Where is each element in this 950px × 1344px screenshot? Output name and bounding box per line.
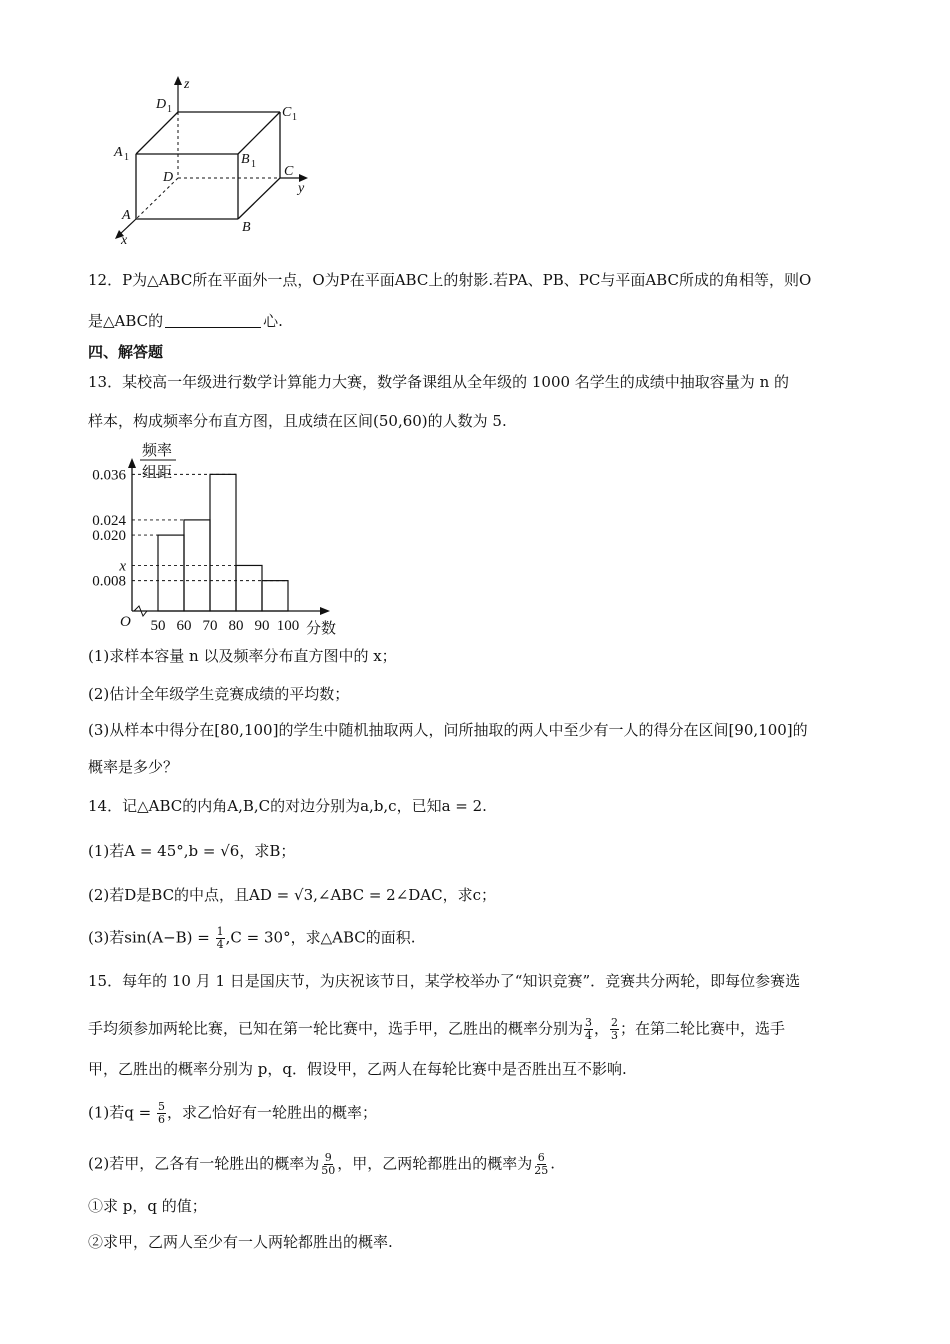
q15-line2-post: ；在第二轮比赛中，选手: [620, 1019, 786, 1038]
q13-part1: (1)求样本容量 n 以及频率分布直方图中的 x；: [88, 647, 397, 665]
label-B: B: [242, 220, 251, 235]
x-tick-label: 80: [228, 618, 244, 634]
histogram-bar: [158, 535, 184, 611]
z-arrow: [174, 76, 182, 85]
q15-line3: 甲，乙胜出的概率分别为 p，q．假设甲，乙两人在每轮比赛中是否胜出互不影响.: [88, 1060, 627, 1078]
y-tick-label: 0.036: [92, 467, 126, 484]
q14-intro: 14．记△ABC的内角A,B,C的对边分别为a,b,c，已知a = 2.: [88, 797, 487, 815]
q15-part2-mid: ，甲，乙两轮都胜出的概率为: [337, 1154, 533, 1173]
label-y: y: [298, 181, 305, 196]
x-tick-label: 60: [176, 618, 192, 634]
fraction-numerator: 1: [216, 925, 224, 938]
fraction-denominator: 4: [216, 938, 224, 951]
fraction-numerator: 9: [324, 1151, 332, 1164]
fraction-numerator: 2: [611, 1016, 619, 1029]
q15-part1-pre: (1)若q =: [88, 1103, 152, 1122]
fraction-denominator: 4: [585, 1029, 593, 1042]
label-B1-sub: 1: [251, 159, 256, 170]
label-A1: A: [114, 145, 123, 160]
fraction-numerator: 5: [157, 1100, 165, 1113]
fraction-five-sixths: [157, 1101, 166, 1126]
fraction-denominator: 3: [611, 1029, 619, 1042]
q14-part3-pre: (3)若sin(A−B) =: [88, 928, 210, 947]
fraction-denominator: 6: [157, 1113, 165, 1126]
q15-part1-post: ，求乙恰好有一轮胜出的概率；: [166, 1103, 377, 1122]
fraction-one-quarter: [216, 926, 225, 951]
label-C1: C: [282, 105, 292, 120]
label-A: A: [122, 208, 131, 223]
label-D1-sub: 1: [167, 104, 172, 115]
label-D1: D: [156, 97, 167, 112]
fraction-numerator: 3: [585, 1016, 593, 1029]
fraction-three-quarters: [584, 1017, 593, 1042]
cube-figure: [108, 74, 318, 254]
fraction-nine-fiftieths: [320, 1152, 336, 1177]
q15-line2-mid: ，: [594, 1019, 610, 1038]
q12-line1: 12．P为△ABC所在平面外一点，O为P在平面ABC上的射影.若PA、PB、PC与平面ABC所成的角相等，则O: [88, 271, 812, 289]
histogram-bar: [236, 565, 262, 611]
q13-line1: 13．某校高一年级进行数学计算能力大赛，数学备课组从全年级的 1000 名学生的成绩中抽取容量为 n 的: [88, 373, 789, 391]
x-axis-title: 分数: [306, 621, 337, 637]
q13-line2: 样本，构成频率分布直方图，且成绩在区间(50,60)的人数为 5.: [88, 412, 507, 430]
frequency-histogram: [84, 436, 354, 640]
x-tick-label: 70: [202, 618, 218, 634]
q15-part2-post: .: [550, 1154, 556, 1173]
y-axis-arrow: [128, 458, 136, 468]
y-tick-label: 0.024: [92, 512, 126, 529]
y-axis-title-top: 频率: [142, 443, 173, 459]
q13-part3-line1: (3)从样本中得分在[80,100]的学生中随机抽取两人，问所抽取的两人中至少有一人的得分在区间[90,100]的: [88, 721, 808, 739]
x-tick-label: 100: [276, 618, 300, 634]
origin-label: O: [120, 614, 131, 630]
label-B1: B: [241, 152, 250, 167]
label-C: C: [284, 164, 294, 179]
y-tick-label: 0.008: [92, 573, 126, 590]
label-A1-sub: 1: [124, 152, 129, 163]
q13-part2: (2)估计全年级学生竞赛成绩的平均数；: [88, 685, 350, 703]
q12-line2-post: 心.: [263, 312, 283, 330]
q15-line1: 15．每年的 10 月 1 日是国庆节，为庆祝该节日，某学校举办了“知识竞赛”．竞赛共分两轮，即每位参赛选: [88, 972, 801, 990]
q15-part2-pre: (2)若甲，乙各有一轮胜出的概率为: [88, 1154, 320, 1173]
q15-line2-pre: 手均须参加两轮比赛，已知在第一轮比赛中，选手甲，乙胜出的概率分别为: [88, 1019, 584, 1038]
y-axis-title-bottom: 组距: [142, 465, 173, 481]
q12-line2-pre: 是△ABC的: [88, 312, 164, 330]
label-z: z: [184, 77, 190, 92]
q12-line2: [88, 310, 283, 332]
section-heading: 四、解答题: [88, 343, 164, 361]
y-tick-label: 0.020: [92, 528, 126, 545]
q15-part2: [88, 1152, 555, 1177]
q15-sub1: ①求 p，q 的值；: [88, 1197, 207, 1215]
q13-part3-line2: 概率是多少？: [88, 758, 179, 776]
histogram-bar: [210, 474, 236, 611]
q15-sub2: ②求甲，乙两人至少有一人两轮都胜出的概率.: [88, 1233, 393, 1251]
label-D: D: [163, 170, 174, 185]
q15-line2: [88, 1017, 785, 1042]
q14-part1: (1)若A = 45°,b = √6，求B；: [88, 842, 296, 860]
fraction-two-thirds: [610, 1017, 619, 1042]
x-tick-label: 50: [150, 618, 166, 634]
fraction-denominator: 25: [534, 1164, 549, 1177]
q14-part3: [88, 926, 416, 951]
histogram-bar: [262, 581, 288, 611]
answer-blank: [165, 313, 261, 328]
x-axis-arrow: [320, 607, 330, 615]
q14-part3-post: ,C = 30°，求△ABC的面积.: [225, 928, 416, 947]
x-tick-label: 90: [254, 618, 270, 634]
fraction-six-twentyfifths: [533, 1152, 549, 1177]
q14-part2: (2)若D是BC的中点，且AD = √3,∠ABC = 2∠DAC，求c；: [88, 886, 497, 904]
y-tick-label: x: [119, 558, 126, 575]
label-C1-sub: 1: [292, 112, 297, 123]
q15-part1: [88, 1101, 377, 1126]
fraction-numerator: 6: [537, 1151, 545, 1164]
label-x: x: [121, 233, 128, 248]
fraction-denominator: 50: [321, 1164, 336, 1177]
